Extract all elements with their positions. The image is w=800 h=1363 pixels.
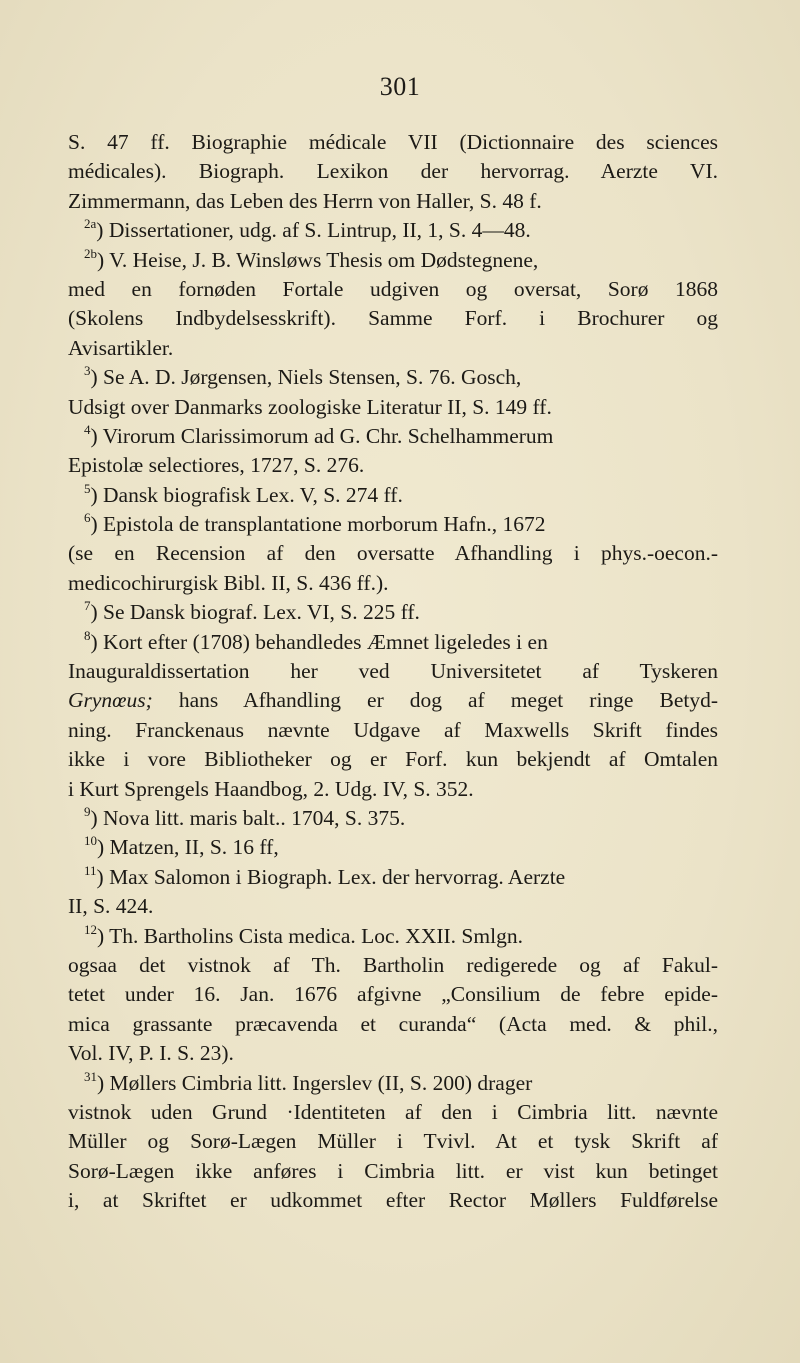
- footnote-text: ) Dissertationer, udg. af S. Lintrup, II, 1, S. 4—48.: [96, 218, 531, 243]
- footnote-text: ) Dansk biografisk Lex. V, S. 274 ff.: [90, 482, 403, 507]
- footnote-mark: 9: [84, 803, 91, 819]
- text-line: Müller og Sorø-Lægen Müller i Tvivl. At et tysk Skrift af: [68, 1129, 718, 1154]
- text-line: med en fornøden Fortale udgiven og oversat, Sorø 1868: [68, 276, 718, 301]
- footnote-mark: 2b: [84, 245, 97, 261]
- footnote-9: [68, 804, 718, 833]
- footnote-10: [68, 833, 718, 862]
- footnote-mark: 11: [84, 862, 97, 878]
- text-line: tetet under 16. Jan. 1676 afgivne „Consilium de febre epide-: [68, 982, 718, 1007]
- text-line: ikke i vore Bibliotheker og er Forf. kun bekjendt af Omtalen: [68, 747, 718, 772]
- page-number: 301: [379, 72, 421, 101]
- text-line: Inauguraldissertation her ved Universitetet af Tyskeren: [68, 659, 718, 684]
- footnote-text: ) Nova litt. maris balt.. 1704, S. 375.: [90, 805, 406, 830]
- text-line: médicales). Biograph. Lexikon der hervorrag. Aerzte VI.: [68, 159, 718, 184]
- text-line: Udsigt over Danmarks zoologiske Literatur II, S. 149 ff.: [68, 394, 552, 419]
- footnote-mark: 31: [84, 1068, 97, 1084]
- footnote-mark: 12: [84, 921, 97, 937]
- footnote-mark: 8: [84, 627, 91, 643]
- footnote-text: ) Kort efter (1708) behandledes Æmnet ligeledes i en: [90, 629, 548, 654]
- text-line: Epistolæ selectiores, 1727, S. 276.: [68, 453, 365, 478]
- footnote-5: [68, 481, 718, 510]
- footnote-mark: 6: [84, 510, 91, 526]
- footnote-8: [68, 628, 718, 657]
- text-line: ogsaa det vistnok af Th. Bartholin redigerede og af Fakul-: [68, 952, 718, 977]
- text-line: Vol. IV, P. I. S. 23).: [68, 1041, 234, 1066]
- text-line: mica grassante præcavenda et curanda“ (Acta med. & phil.,: [68, 1011, 718, 1036]
- text-line: S. 47 ff. Biographie médicale VII (Dictionnaire des sciences: [68, 130, 718, 154]
- text-line: Avisartikler.: [68, 335, 174, 360]
- footnote-text: ) Epistola de transplantatione morborum Hafn., 1672: [90, 512, 546, 537]
- text-line: i, at Skriftet er udkommet efter Rector Møllers Fuldførelse: [68, 1188, 718, 1213]
- footnote-mark: 5: [84, 480, 91, 496]
- footnote-text: ) Th. Bartholins Cista medica. Loc. XXII. Smlgn.: [97, 923, 523, 948]
- footnote-2b: [68, 246, 718, 275]
- footnote-2a: [68, 216, 718, 245]
- text-line: Zimmermann, das Leben des Herrn von Haller, S. 48 f.: [68, 188, 542, 213]
- text-line: ning. Franckenaus nævnte Udgave af Maxwells Skrift findes: [68, 717, 718, 742]
- footnote-text: ) Møllers Cimbria litt. Ingerslev (II, S. 200) drager: [97, 1070, 533, 1095]
- text-line: [68, 686, 718, 715]
- footnote-mark: 3: [84, 363, 91, 379]
- footnote-mark: 4: [84, 421, 91, 437]
- text-segment: hans Afhandling er dog af meget ringe Betyd-: [152, 688, 718, 713]
- footnote-text: ) Virorum Clarissimorum ad G. Chr. Schelhammerum: [90, 423, 554, 448]
- footnote-mark: 2a: [84, 216, 97, 232]
- author-name-italic: Grynœus;: [68, 688, 153, 713]
- text-line: Sorø-Lægen ikke anføres i Cimbria litt. er vist kun betinget: [68, 1158, 718, 1183]
- text-line: (Skolens Indbydelsesskrift). Samme Forf. i Brochurer og: [68, 306, 718, 331]
- footnote-31: [68, 1069, 718, 1098]
- footnote-text: ) Max Salomon i Biograph. Lex. der hervorrag. Aerzte: [96, 864, 566, 889]
- footnote-3: [68, 363, 718, 392]
- text-line: (se en Recension af den oversatte Afhandling i phys.-oecon.-: [68, 541, 718, 566]
- footnote-mark: 10: [84, 833, 97, 849]
- footnote-text: ) Se A. D. Jørgensen, Niels Stensen, S. 76. Gosch,: [90, 365, 522, 390]
- footnote-text: ) Se Dansk biograf. Lex. VI, S. 225 ff.: [90, 600, 420, 625]
- footnote-4: [68, 422, 718, 451]
- footnote-7: [68, 598, 718, 627]
- footnote-6: [68, 510, 718, 539]
- footnotes-text: [68, 128, 718, 1215]
- footnote-text: ) V. Heise, J. B. Winsløws Thesis om Dødstegnene,: [97, 247, 539, 272]
- footnote-12: [68, 922, 718, 951]
- text-line: medicochirurgisk Bibl. II, S. 436 ff.).: [68, 570, 389, 595]
- text-line: II, S. 424.: [68, 894, 154, 919]
- text-line: vistnok uden Grund ·Identiteten af den i Cimbria litt. nævnte: [68, 1099, 718, 1124]
- footnote-text: ) Matzen, II, S. 16 ff,: [97, 835, 279, 860]
- footnote-11: [68, 863, 718, 892]
- footnote-mark: 7: [84, 598, 91, 614]
- text-line: i Kurt Sprengels Haandbog, 2. Udg. IV, S. 352.: [68, 776, 474, 801]
